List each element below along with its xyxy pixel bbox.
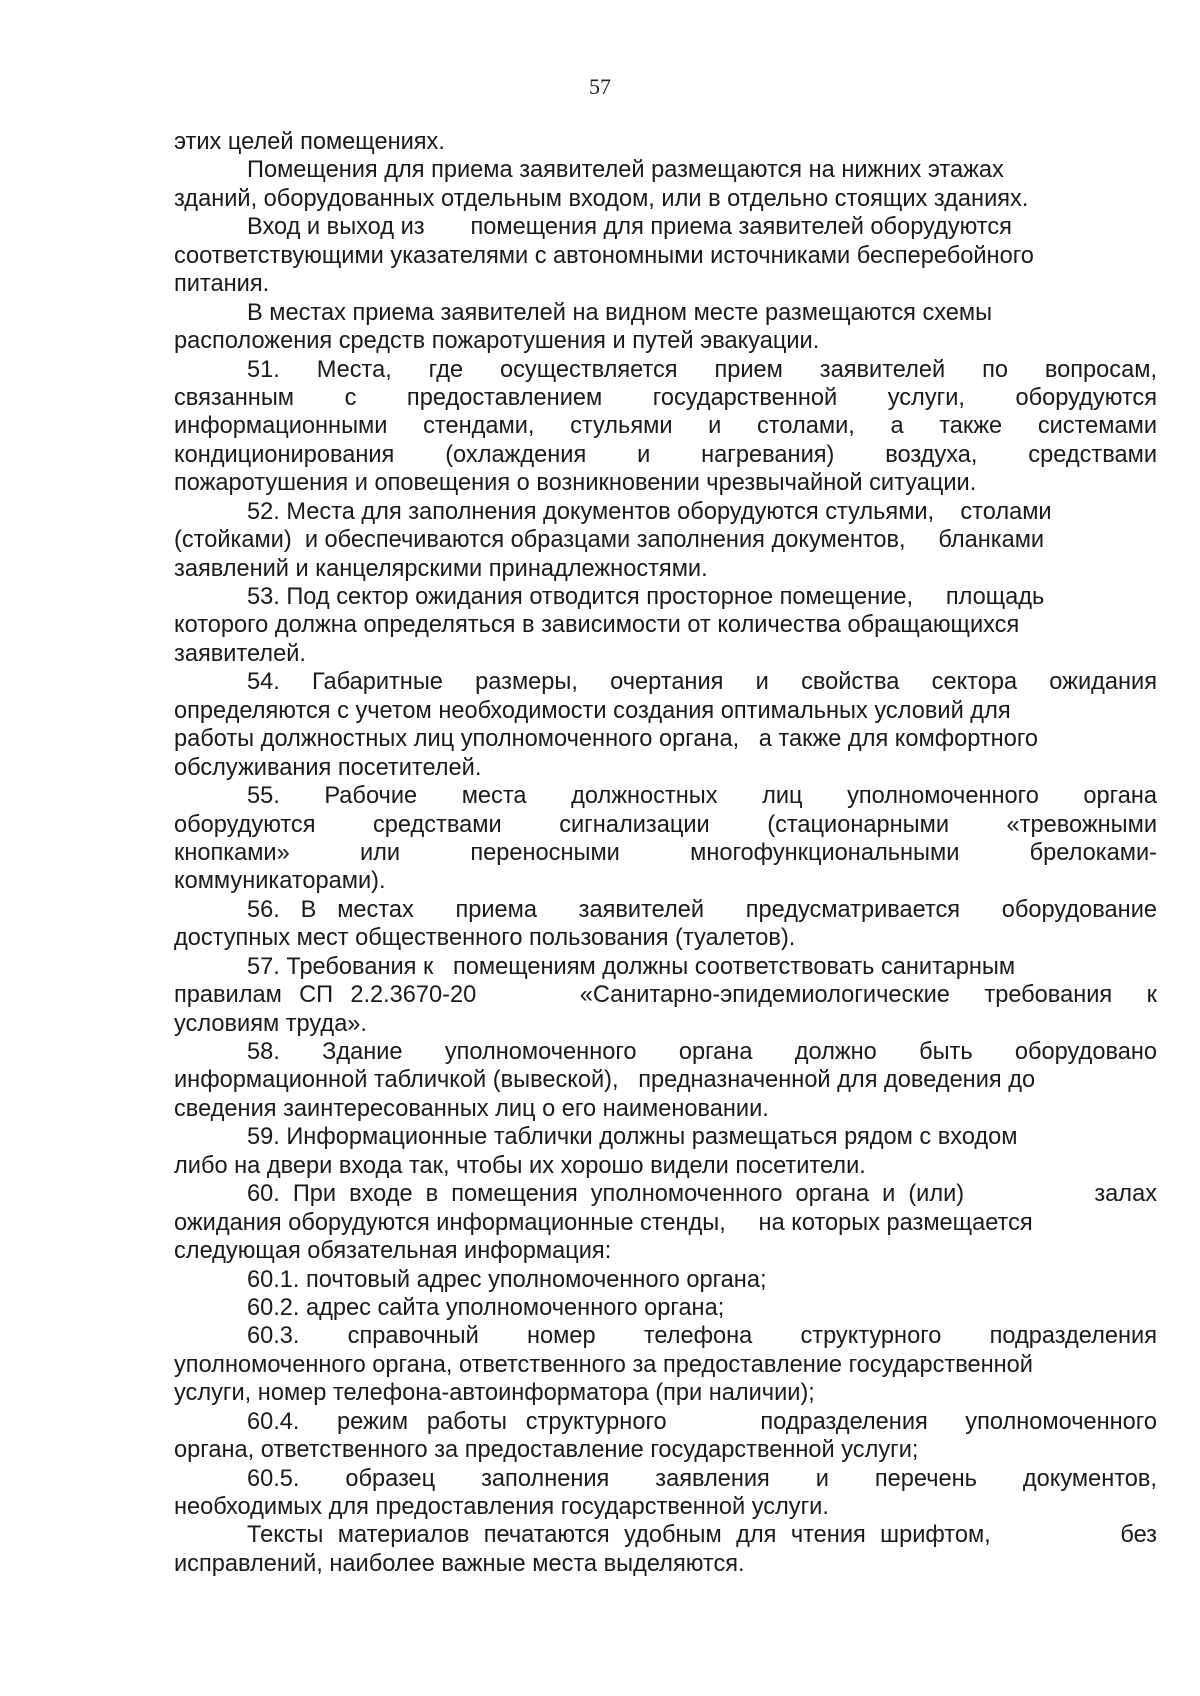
text-line: уполномоченного органа, ответственного за предоставление государственной — [174, 1351, 1033, 1378]
text-line: связанным с предоставлением государственной услуги, оборудуются — [174, 384, 1157, 411]
text-line: расположения средств пожаротушения и путей эвакуации. — [174, 328, 820, 355]
text-line: 60.4. режим работы структурного подразделения уполномоченного — [247, 1408, 1157, 1435]
text-line: пожаротушения и оповещения о возникновении чрезвычайной ситуации. — [174, 470, 977, 497]
text-line: которого должна определяться в зависимости от количества обращающихся — [174, 612, 1020, 639]
text-line: 60.3. справочный номер телефона структурного подразделения — [247, 1323, 1157, 1350]
text-line: соответствующими указателями с автономными источниками бесперебойного — [174, 242, 1034, 269]
text-line: питания. — [174, 271, 270, 298]
text-line: В местах приема заявителей на видном месте размещаются схемы — [247, 299, 993, 326]
text-line: 58. Здание уполномоченного органа должно быть оборудовано — [247, 1039, 1157, 1065]
text-line: работы должностных лиц уполномоченного органа, а также для комфортного — [174, 726, 1039, 753]
text-line: кондиционирования (охлаждения и нагревания) воздуха, средствами — [174, 441, 1157, 468]
text-line: 54. Габаритные размеры, очертания и свойства сектора ожидания — [247, 669, 1157, 696]
text-line: услуги, номер телефона-автоинформатора (при наличии); — [174, 1380, 815, 1407]
page-number: 57 — [589, 74, 611, 99]
text-line: Вход и выход из помещения для приема заявителей оборудуются — [247, 214, 1012, 241]
text-line: (стойками) и обеспечиваются образцами заполнения документов, бланками — [174, 527, 1045, 554]
text-line: этих целей помещениях. — [174, 129, 445, 155]
text-line: заявлений и канцелярскими принадлежностями. — [174, 555, 708, 582]
text-line: кнопками» или переносными многофункциональными брелоками- — [174, 839, 1157, 866]
text-line: заявителей. — [174, 640, 306, 667]
text-line: правилам СП 2.2.3670-20 «Санитарно-эпидемиологические требования к — [174, 982, 1157, 1009]
text-line: информационной табличкой (вывеской), предназначенной для доведения до — [174, 1067, 1036, 1094]
text-line: 60.2. адрес сайта уполномоченного органа; — [247, 1294, 725, 1321]
text-line: либо на двери входа так, чтобы их хорошо видели посетители. — [174, 1152, 866, 1179]
text-line: зданий, оборудованных отдельным входом, или в отдельно стоящих зданиях. — [174, 185, 1029, 212]
text-line: 52. Места для заполнения документов оборудуются стульями, столами — [247, 498, 1052, 525]
text-line: 55. Рабочие места должностных лиц уполномоченного органа — [247, 783, 1157, 810]
text-line: определяются с учетом необходимости создания оптимальных условий для — [174, 697, 1011, 724]
text-line: оборудуются средствами сигнализации (стационарными «тревожными — [174, 811, 1157, 838]
text-line: сведения заинтересованных лиц о его наименовании. — [174, 1095, 769, 1122]
text-line: доступных мест общественного пользования (туалетов). — [174, 925, 796, 952]
text-line: необходимых для предоставления государственной услуги. — [174, 1494, 829, 1520]
text-line: 60. При входе в помещения уполномоченного органа и (или) залах — [247, 1181, 1157, 1208]
text-line: исправлений, наиболее важные места выделяются. — [174, 1550, 745, 1577]
text-line: Тексты материалов печатаются удобным для чтения шрифтом, без — [247, 1522, 1157, 1549]
text-line: коммуникаторами). — [174, 868, 386, 895]
text-line: 60.5. образец заполнения заявления и перечень документов, — [247, 1465, 1157, 1492]
text-line: ожидания оборудуются информационные стенды, на которых размещается — [174, 1209, 1033, 1236]
text-line: 51. Места, где осуществляется прием заявителей по вопросам, — [247, 356, 1157, 383]
text-line: информационными стендами, стульями и столами, а также системами — [174, 413, 1157, 440]
text-line: 60.1. почтовый адрес уполномоченного органа; — [247, 1266, 767, 1293]
text-line: следующая обязательная информация: — [174, 1238, 612, 1265]
text-line: Помещения для приема заявителей размещаются на нижних этажах — [247, 157, 1004, 184]
text-line: 59. Информационные таблички должны размещаться рядом с входом — [247, 1124, 1018, 1151]
text-line: 57. Требования к помещениям должны соответствовать санитарным — [247, 953, 1016, 980]
text-line: органа, ответственного за предоставление государственной услуги; — [174, 1437, 919, 1464]
text-line: условиям труда». — [174, 1010, 367, 1037]
document-body — [174, 128, 1157, 1578]
text-line: 56. В местах приема заявителей предусматривается оборудование — [247, 896, 1157, 923]
text-line: 53. Под сектор ожидания отводится просторное помещение, площадь — [247, 584, 1045, 610]
text-line: обслуживания посетителей. — [174, 754, 482, 781]
